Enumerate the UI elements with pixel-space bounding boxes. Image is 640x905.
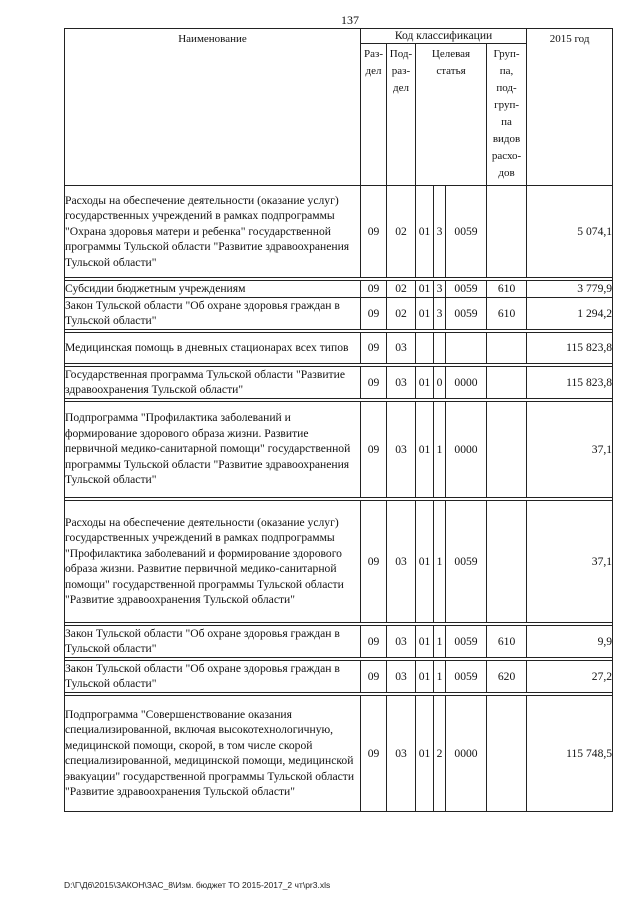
row-target-part1: 01 — [416, 281, 434, 298]
row-target-part2 — [434, 332, 446, 363]
row-target-part1: 01 — [416, 695, 434, 811]
row-name: Закон Тульской области "Об охране здоровья граждан в Тульской области" — [65, 625, 361, 657]
row-target-part3: 0059 — [446, 186, 487, 278]
row-expense-type — [487, 695, 527, 811]
row-target-part1: 01 — [416, 660, 434, 692]
header-subsection: Под- раз- дел — [387, 44, 416, 186]
row-name: Медицинская помощь в дневных стационарах всех типов — [65, 332, 361, 363]
header-name: Наименование — [65, 29, 361, 186]
row-target-part1: 01 — [416, 500, 434, 622]
row-expense-type — [487, 500, 527, 622]
table-row — [65, 366, 613, 398]
header-year: 2015 год — [527, 29, 613, 186]
row-target-part1: 01 — [416, 625, 434, 657]
row-target-part3: 0000 — [446, 401, 487, 497]
row-name: Государственная программа Тульской области "Развитие здравоохранения Тульской области" — [65, 366, 361, 398]
row-target-part3 — [446, 332, 487, 363]
row-expense-type: 610 — [487, 281, 527, 298]
row-amount: 5 074,1 — [527, 186, 613, 278]
row-target-part2: 1 — [434, 401, 446, 497]
row-amount: 115 823,8 — [527, 366, 613, 398]
row-target-part1: 01 — [416, 297, 434, 329]
row-name: Подпрограмма "Профилактика заболеваний и формирование здорового образа жизни. Развитие первичной медико-санитарной помощи" государственной программы Тульской области "Развитие здравоохранения Тульской области" — [65, 401, 361, 497]
row-name: Расходы на обеспечение деятельности (оказание услуг) государственных учреждений в рамках подпрограммы "Профилактика заболеваний и формирование здорового образа жизни. Развитие первичной медико-санитарной помощи" государственной программы Тульской области "Развитие здравоохранения Тульской области" — [65, 500, 361, 622]
row-subsection: 02 — [387, 281, 416, 298]
row-target-part3: 0059 — [446, 281, 487, 298]
row-amount: 37,1 — [527, 401, 613, 497]
row-target-part1: 01 — [416, 186, 434, 278]
row-section: 09 — [361, 625, 387, 657]
row-expense-type: 620 — [487, 660, 527, 692]
row-expense-type: 610 — [487, 297, 527, 329]
row-amount: 115 823,8 — [527, 332, 613, 363]
row-target-part3: 0059 — [446, 500, 487, 622]
header-group: Груп- па, под- груп- па видов расхо- дов — [487, 44, 527, 186]
table-row — [65, 500, 613, 622]
row-amount: 37,1 — [527, 500, 613, 622]
row-amount: 1 294,2 — [527, 297, 613, 329]
table-row — [65, 695, 613, 811]
row-expense-type — [487, 186, 527, 278]
row-target-part1: 01 — [416, 401, 434, 497]
row-target-part1: 01 — [416, 366, 434, 398]
row-target-part2: 2 — [434, 695, 446, 811]
table-row — [65, 401, 613, 497]
row-section: 09 — [361, 366, 387, 398]
row-name: Субсидии бюджетным учреждениям — [65, 281, 361, 298]
row-amount: 115 748,5 — [527, 695, 613, 811]
row-amount: 9,9 — [527, 625, 613, 657]
row-target-part3: 0000 — [446, 695, 487, 811]
row-section: 09 — [361, 660, 387, 692]
row-section: 09 — [361, 297, 387, 329]
row-subsection: 03 — [387, 500, 416, 622]
row-name: Подпрограмма "Совершенствование оказания специализированной, включая высокотехнологичную, медицинской помощи, скорой, в том числе скорой специализированной, медицинской помощи, медицинской эвакуации" государственной программы Тульской области "Развитие здравоохранения Тульской области" — [65, 695, 361, 811]
row-subsection: 03 — [387, 332, 416, 363]
row-section: 09 — [361, 695, 387, 811]
table-row — [65, 660, 613, 692]
table-row — [65, 281, 613, 298]
row-name: Расходы на обеспечение деятельности (оказание услуг) государственных учреждений в рамках подпрограммы "Охрана здоровья матери и ребенка" государственной программы Тульской области "Развитие здравоохранения Тульской области" — [65, 186, 361, 278]
table-row — [65, 297, 613, 329]
row-expense-type — [487, 366, 527, 398]
table-row — [65, 186, 613, 278]
row-target-part3: 0059 — [446, 625, 487, 657]
row-expense-type — [487, 401, 527, 497]
row-subsection: 03 — [387, 366, 416, 398]
row-target-part2: 3 — [434, 186, 446, 278]
header-code: Код классификации — [361, 29, 527, 44]
row-target-part1 — [416, 332, 434, 363]
row-target-part2: 1 — [434, 660, 446, 692]
row-expense-type: 610 — [487, 625, 527, 657]
row-target-part2: 1 — [434, 500, 446, 622]
row-subsection: 03 — [387, 695, 416, 811]
row-target-part2: 3 — [434, 297, 446, 329]
row-subsection: 03 — [387, 401, 416, 497]
header-section: Раз- дел — [361, 44, 387, 186]
row-amount: 27,2 — [527, 660, 613, 692]
row-subsection: 02 — [387, 186, 416, 278]
budget-table — [64, 28, 613, 812]
row-target-part2: 0 — [434, 366, 446, 398]
row-section: 09 — [361, 500, 387, 622]
row-name: Закон Тульской области "Об охране здоровья граждан в Тульской области" — [65, 297, 361, 329]
row-section: 09 — [361, 332, 387, 363]
header-target: Целевая статья — [416, 44, 487, 186]
row-subsection: 02 — [387, 297, 416, 329]
page-number: 137 — [341, 13, 359, 27]
table-body — [65, 186, 613, 812]
row-section: 09 — [361, 401, 387, 497]
row-section: 09 — [361, 186, 387, 278]
row-subsection: 03 — [387, 660, 416, 692]
row-target-part3: 0000 — [446, 366, 487, 398]
table-row — [65, 625, 613, 657]
row-target-part3: 0059 — [446, 297, 487, 329]
row-amount: 3 779,9 — [527, 281, 613, 298]
row-target-part2: 3 — [434, 281, 446, 298]
row-target-part2: 1 — [434, 625, 446, 657]
row-section: 09 — [361, 281, 387, 298]
row-expense-type — [487, 332, 527, 363]
row-name: Закон Тульской области "Об охране здоровья граждан в Тульской области" — [65, 660, 361, 692]
table-row — [65, 332, 613, 363]
file-path-footer: D:\Г\Д6\2015\ЗАКОН\ЗАС_8\Изм. бюджет ТО 2015-2017_2 чт\pr3.xls — [64, 880, 331, 890]
row-subsection: 03 — [387, 625, 416, 657]
row-target-part3: 0059 — [446, 660, 487, 692]
